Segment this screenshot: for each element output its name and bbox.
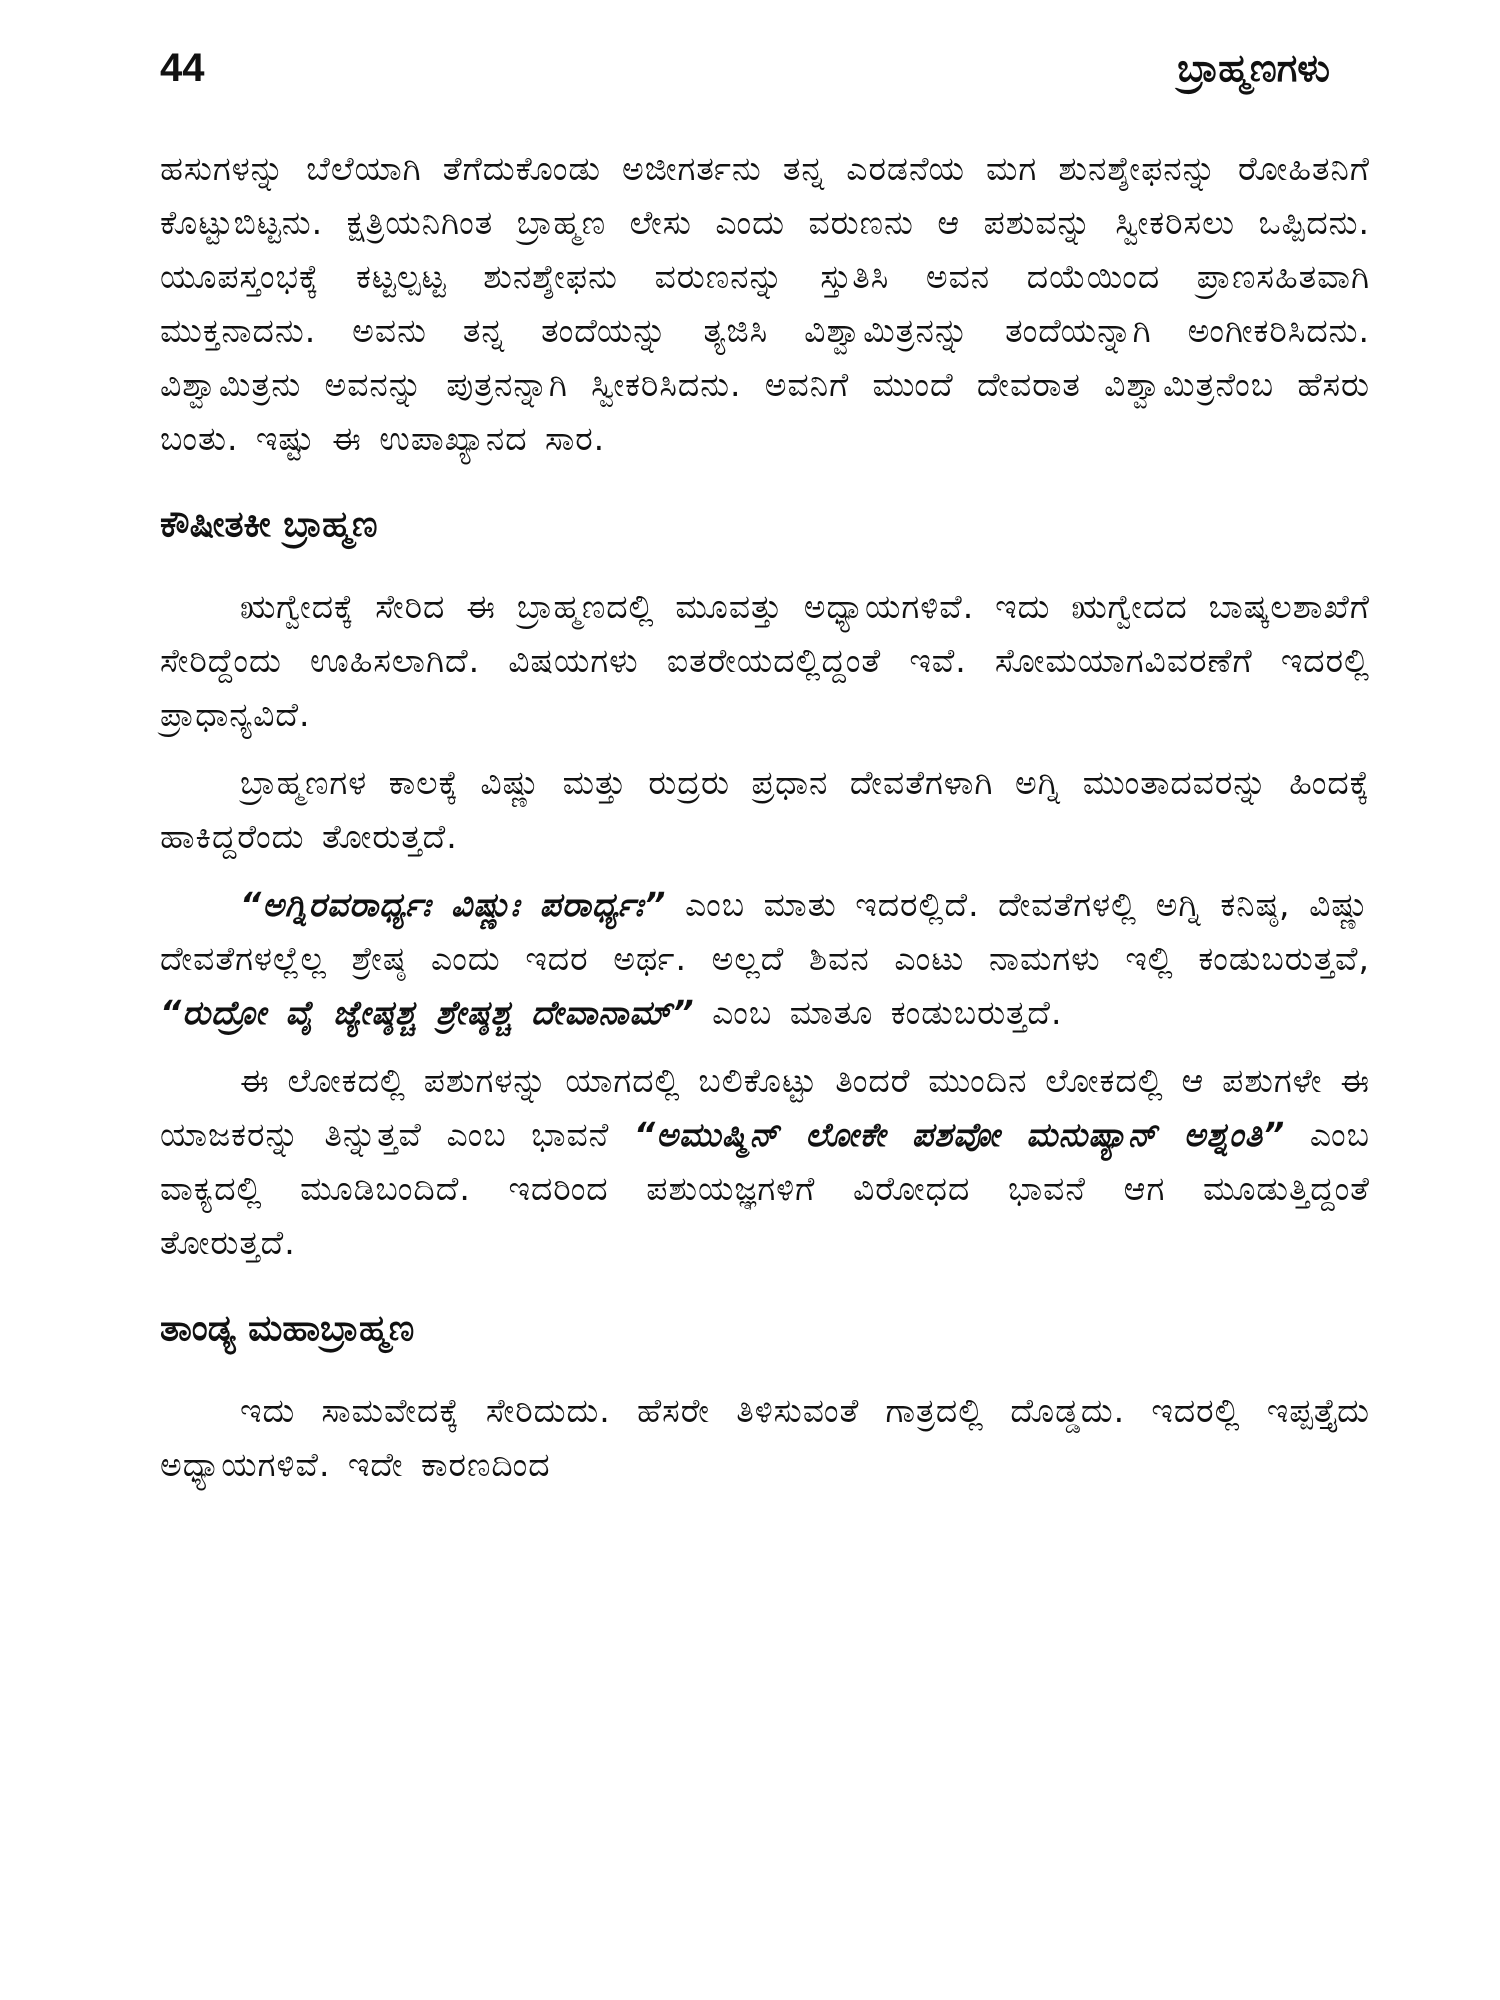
sanskrit-quote-agni-vishnu: “ಅಗ್ನಿರವರಾರ್ಧ್ಯಃ ವಿಷ್ಣುಃ ಪರಾರ್ಧ್ಯಃ” [240,885,667,924]
section-heading-kaushitaki: ಕೌಷೀತಕೀ ಬ್ರಾಹ್ಮಣ [160,504,378,545]
page-header [160,38,1330,108]
paragraph-text: ಎಂಬ ಮಾತೂ ಕಂಡುಬರುತ್ತದೆ. [694,993,1063,1032]
page-number: 44 [160,46,205,90]
page-content [160,142,1370,1506]
sanskrit-quote-amushmin: “ಅಮುಷ್ಮಿನ್ ಲೋಕೇ ಪಶವೋ ಮನುಷ್ಯಾನ್ ಅಶ್ನಂತಿ” [633,1115,1286,1154]
paragraph-agni-vishnu-quote [160,878,1370,1040]
paragraph-tandya-intro: ಇದು ಸಾಮವೇದಕ್ಕೆ ಸೇರಿದುದು. ಹೆಸರೇ ತಿಳಿಸುವಂತೆ ಗಾತ್ರದಲ್ಲಿ ದೊಡ್ಡದು. ಇದರಲ್ಲಿ ಇಪ್ಪತ್ತೈದು ಅಧ್ಯಾಯಗಳಿವೆ. ಇದೇ ಕಾರಣದಿಂದ [160,1391,1370,1484]
paragraph-text: ಎಂಬ ಮಾತು ಇದರಲ್ಲಿದೆ. ದೇವತೆಗಳಲ್ಲಿ ಅಗ್ನಿ ಕನಿಷ್ಠ, ವಿಷ್ಣು ದೇವತೆಗಳಲ್ಲೆಲ್ಲ ಶ್ರೇಷ್ಠ ಎಂದು ಇದರ ಅರ್ಥ. ಅಲ್ಲದೆ ಶಿವನ ಎಂಟು ನಾಮಗಳು ಇಲ್ಲಿ ಕಂಡುಬರುತ್ತವೆ, [160,885,1370,978]
sanskrit-quote-rudra: “ರುದ್ರೋ ವೈ ಜ್ಯೇಷ್ಠಶ್ಚ ಶ್ರೇಷ್ಠಶ್ಚ ದೇವಾನಾಮ್” [160,993,695,1032]
paragraph-upakhyana-summary: ಹಸುಗಳನ್ನು ಬೆಲೆಯಾಗಿ ತೆಗೆದುಕೊಂಡು ಅಜೀಗರ್ತನು ತನ್ನ ಎರಡನೆಯ ಮಗ ಶುನಶ್ಶೇಫನನ್ನು ರೋಹಿತನಿಗೆ ಕೊಟ್ಟುಬಿಟ್ಟನು. ಕ್ಷತ್ರಿಯನಿಗಿಂತ ಬ್ರಾಹ್ಮಣ ಲೇಸು ಎಂದು ವರುಣನು ಆ ಪಶುವನ್ನು ಸ್ವೀಕರಿಸಲು ಒಪ್ಪಿದನು. ಯೂಪಸ್ತಂಭಕ್ಕೆ ಕಟ್ಟಲ್ಪಟ್ಟ ಶುನಶ್ಶೇಫನು ವರುಣನನ್ನು ಸ್ತುತಿಸಿ ಅವನ ದಯೆಯಿಂದ ಪ್ರಾಣಸಹಿತವಾಗಿ ಮುಕ್ತನಾದನು. ಅವನು ತನ್ನ ತಂದೆಯನ್ನು ತ್ಯಜಿಸಿ ವಿಶ್ವಾಮಿತ್ರನನ್ನು ತಂದೆಯನ್ನಾಗಿ ಅಂಗೀಕರಿಸಿದನು. ವಿಶ್ವಾಮಿತ್ರನು ಅವನನ್ನು ಪುತ್ರನನ್ನಾಗಿ ಸ್ವೀಕರಿಸಿದನು. ಅವನಿಗೆ ಮುಂದೆ ದೇವರಾತ ವಿಶ್ವಾಮಿತ್ರನೆಂಬ ಹೆಸರು ಬಂತು. ಇಷ್ಟು ಈ ಉಪಾಖ್ಯಾನದ ಸಾರ. [160,149,1370,458]
paragraph-text: ಎಂಬ ವಾಕ್ಯದಲ್ಲಿ ಮೂಡಿಬಂದಿದೆ. ಇದರಿಂದ ಪಶುಯಜ್ಞಗಳಿಗೆ ವಿರೋಧದ ಭಾವನೆ ಆಗ ಮೂಡುತ್ತಿದ್ದಂತೆ ತೋರುತ್ತದೆ. [160,1115,1371,1262]
section-heading-tandya: ತಾಂಡ್ಯ ಮಹಾಬ್ರಾಹ್ಮಣ [160,1308,415,1349]
paragraph-kaushitaki-intro: ಋಗ್ವೇದಕ್ಕೆ ಸೇರಿದ ಈ ಬ್ರಾಹ್ಮಣದಲ್ಲಿ ಮೂವತ್ತು ಅಧ್ಯಾಯಗಳಿವೆ. ಇದು ಋಗ್ವೇದದ ಬಾಷ್ಕಲಶಾಖೆಗೆ ಸೇರಿದ್ದೆಂದು ಊಹಿಸಲಾಗಿದೆ. ವಿಷಯಗಳು ಐತರೇಯದಲ್ಲಿದ್ದಂತೆ ಇವೆ. ಸೋಮಯಾಗವಿವರಣೆಗೆ ಇದರಲ್ಲಿ ಪ್ರಾಧಾನ್ಯವಿದೆ. [160,587,1370,734]
paragraph-animal-sacrifice [160,1054,1370,1270]
paragraph-vishnu-rudra: ಬ್ರಾಹ್ಮಣಗಳ ಕಾಲಕ್ಕೆ ವಿಷ್ಣು ಮತ್ತು ರುದ್ರರು ಪ್ರಧಾನ ದೇವತೆಗಳಾಗಿ ಅಗ್ನಿ ಮುಂತಾದವರನ್ನು ಹಿಂದಕ್ಕೆ ಹಾಕಿದ್ದರೆಂದು ತೋರುತ್ತದೆ. [160,763,1370,856]
paragraph-text: ಈ ಲೋಕದಲ್ಲಿ ಪಶುಗಳನ್ನು ಯಾಗದಲ್ಲಿ ಬಲಿಕೊಟ್ಟು ತಿಂದರೆ ಮುಂದಿನ ಲೋಕದಲ್ಲಿ ಆ ಪಶುಗಳೇ ಈ ಯಾಜಕರನ್ನು ತಿನ್ನುತ್ತವೆ ಎಂಬ ಭಾವನೆ [160,1061,1370,1154]
running-title: ಬ್ರಾಹ್ಮಣಗಳು [1177,46,1330,90]
